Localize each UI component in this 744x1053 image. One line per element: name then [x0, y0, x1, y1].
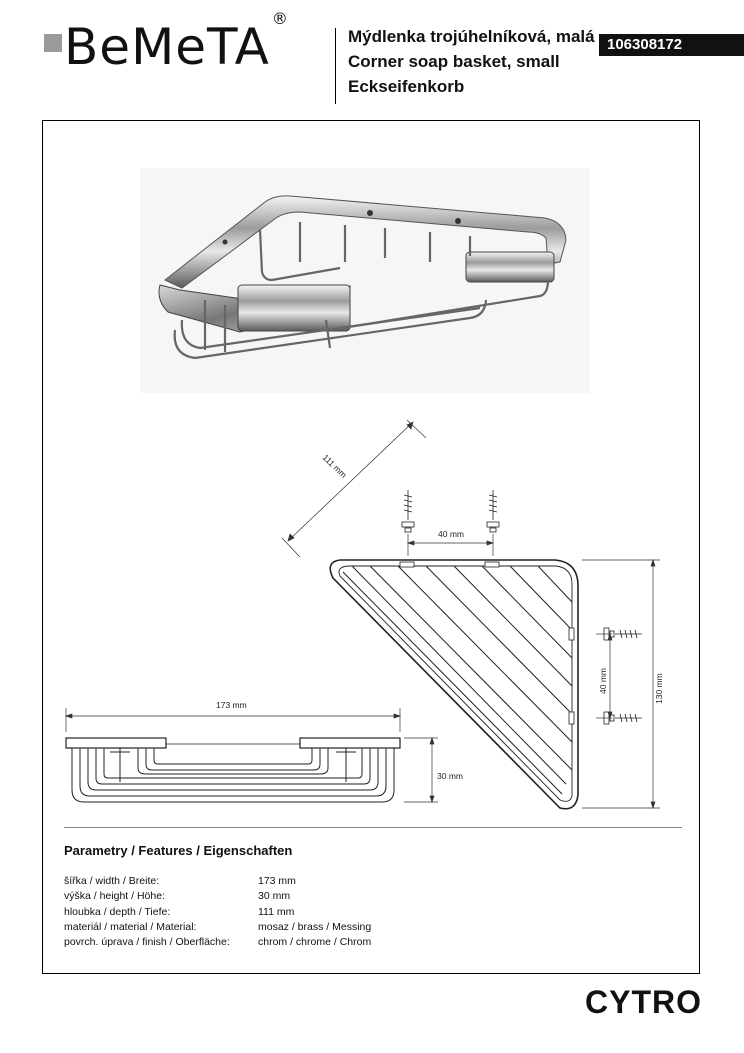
mount-hole-3 [223, 240, 228, 245]
right-clip [466, 252, 554, 282]
series-name: CYTRO [585, 984, 702, 1020]
feature-row [64, 874, 371, 889]
side-length-dim [582, 560, 660, 808]
hole-spacing-top-label: 40 mm [438, 529, 464, 539]
title-cz: Mýdlenka trojúhelníková, malá [348, 27, 595, 46]
section-divider [64, 827, 682, 828]
feature-label: výška / height / Höhe: [64, 890, 165, 903]
depth-dim-label: 111 mm [320, 452, 349, 480]
feature-value: 111 mm [258, 905, 295, 918]
feature-label: povrch. úprava / finish / Oberfläche: [64, 936, 230, 949]
mount-hole-2 [455, 218, 461, 224]
features-table [64, 874, 371, 950]
width-dim [66, 708, 400, 732]
feature-label: šířka / width / Breite: [64, 875, 160, 887]
height-dim [404, 738, 438, 802]
title-en: Corner soap basket, small [348, 52, 560, 71]
hole-spacing-side-label: 40 mm [598, 668, 608, 694]
feature-label: hloubka / depth / Tiefe: [64, 905, 171, 918]
mount-hole-1 [367, 210, 373, 216]
depth-dimension-line [282, 420, 426, 557]
left-clip [238, 285, 350, 331]
brand-name: BeMeTA [64, 18, 270, 76]
title-de: Eckseifenkorb [348, 77, 465, 96]
side-length-label: 130 mm [654, 673, 664, 704]
product-code: 106308172 [599, 34, 744, 56]
width-dim-label: 173 mm [216, 700, 247, 710]
registered-mark: ® [271, 9, 289, 29]
height-dim-label: 30 mm [437, 771, 463, 781]
feature-value: 30 mm [258, 890, 291, 903]
feature-value: 173 mm [258, 875, 296, 887]
feature-label: materiál / material / Material: [64, 920, 197, 933]
product-photo [140, 168, 590, 393]
screw-icons-top [402, 490, 499, 532]
feature-row [64, 905, 371, 920]
feature-row [64, 935, 371, 950]
feature-row [64, 920, 371, 935]
front-elevation [66, 738, 400, 802]
features-title: Parametry / Features / Eigenschaften [64, 843, 293, 858]
feature-value: chrom / chrome / Chrom [258, 936, 372, 949]
plan-slats [343, 566, 572, 794]
feature-row [64, 889, 371, 904]
feature-value: mosaz / brass / Messing [258, 920, 372, 933]
